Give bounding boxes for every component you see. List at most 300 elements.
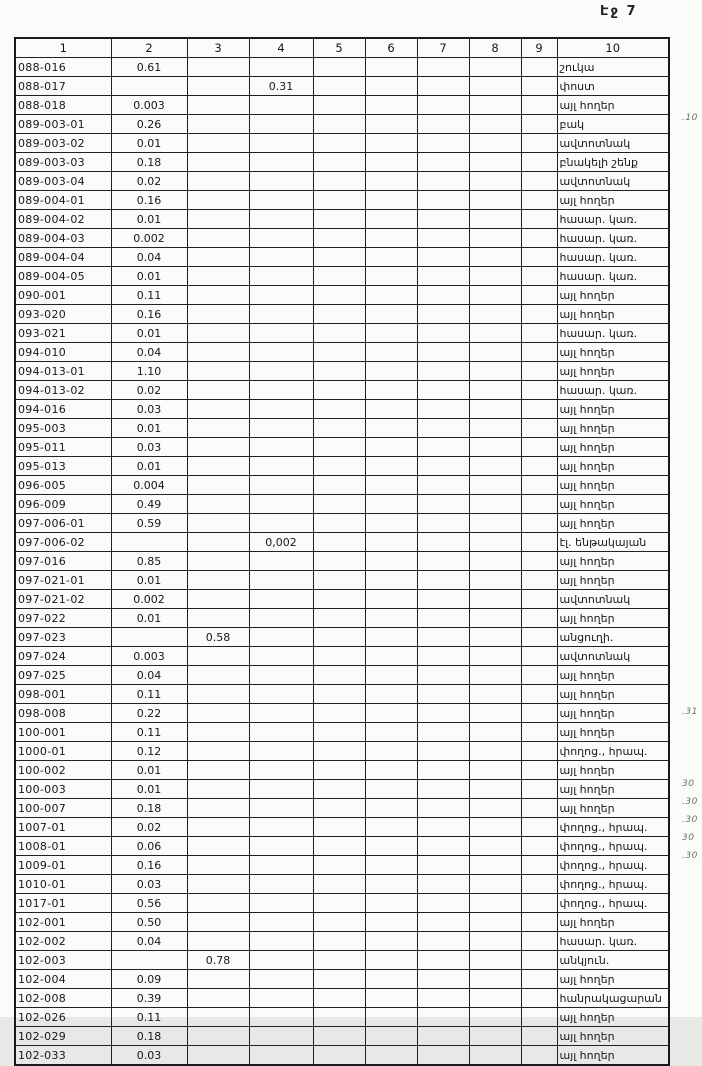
cell-land-use: այլ հողեր	[557, 761, 669, 780]
cell-area-col2: 0.01	[111, 210, 187, 229]
cell-col7	[417, 77, 469, 96]
cell-col7	[417, 438, 469, 457]
cell-col7	[417, 685, 469, 704]
cell-col8	[469, 514, 521, 533]
cell-parcel-code: 102-001	[15, 913, 111, 932]
cell-area-col3	[187, 1027, 249, 1046]
cell-area-col3	[187, 362, 249, 381]
cell-col5	[313, 514, 365, 533]
cell-col9	[521, 495, 557, 514]
cell-area-col4	[249, 951, 313, 970]
cell-area-col4	[249, 172, 313, 191]
cell-area-col2: 0.002	[111, 229, 187, 248]
cell-area-col2: 0.02	[111, 381, 187, 400]
cell-col9	[521, 172, 557, 191]
cell-col7	[417, 153, 469, 172]
cell-land-use: ավտոտնակ	[557, 647, 669, 666]
cell-col8	[469, 875, 521, 894]
cell-area-col2: 0.04	[111, 932, 187, 951]
cell-col8	[469, 970, 521, 989]
cell-col8	[469, 96, 521, 115]
cell-col7	[417, 400, 469, 419]
cell-area-col2: 0.002	[111, 590, 187, 609]
cell-col8	[469, 77, 521, 96]
cell-land-use: այլ հողեր	[557, 723, 669, 742]
table-row	[15, 533, 669, 552]
cell-land-use: այլ հողեր	[557, 780, 669, 799]
cell-col5	[313, 96, 365, 115]
cell-col8	[469, 153, 521, 172]
cell-col8	[469, 1027, 521, 1046]
cell-parcel-code: 1007-01	[15, 818, 111, 837]
cell-parcel-code: 102-029	[15, 1027, 111, 1046]
cell-area-col4	[249, 419, 313, 438]
cell-col7	[417, 951, 469, 970]
cell-col5	[313, 362, 365, 381]
cell-land-use: շուկա	[557, 58, 669, 77]
cell-col8	[469, 400, 521, 419]
cell-area-col2: 0.01	[111, 267, 187, 286]
cell-area-col3	[187, 305, 249, 324]
cell-col9	[521, 514, 557, 533]
cell-col9	[521, 267, 557, 286]
cell-col6	[365, 267, 417, 286]
cell-area-col4	[249, 628, 313, 647]
table-row	[15, 419, 669, 438]
column-header: 2	[111, 38, 187, 58]
table-row	[15, 590, 669, 609]
cell-col5	[313, 134, 365, 153]
cell-parcel-code: 088-016	[15, 58, 111, 77]
table-row	[15, 647, 669, 666]
cell-parcel-code: 089-004-02	[15, 210, 111, 229]
cell-col6	[365, 115, 417, 134]
cell-area-col3	[187, 419, 249, 438]
cell-area-col3	[187, 286, 249, 305]
pencil-margin-note: .30	[682, 797, 698, 807]
cell-area-col3	[187, 172, 249, 191]
cell-col6	[365, 514, 417, 533]
cell-col6	[365, 457, 417, 476]
cell-land-use: հասար. կառ.	[557, 248, 669, 267]
cell-col7	[417, 1027, 469, 1046]
cell-parcel-code: 097-025	[15, 666, 111, 685]
cell-area-col2: 0.01	[111, 419, 187, 438]
cell-parcel-code: 095-003	[15, 419, 111, 438]
cell-area-col4	[249, 324, 313, 343]
cell-col5	[313, 780, 365, 799]
cell-area-col3	[187, 77, 249, 96]
table-row	[15, 1008, 669, 1027]
cell-area-col4	[249, 723, 313, 742]
cell-parcel-code: 102-026	[15, 1008, 111, 1027]
cell-area-col3	[187, 799, 249, 818]
cell-area-col4	[249, 932, 313, 951]
cell-col9	[521, 590, 557, 609]
cell-col6	[365, 571, 417, 590]
cell-col8	[469, 533, 521, 552]
table-row	[15, 381, 669, 400]
cell-area-col3	[187, 552, 249, 571]
cell-col8	[469, 932, 521, 951]
table-row	[15, 837, 669, 856]
table-row	[15, 1027, 669, 1046]
cell-land-use: հանրակացարան	[557, 989, 669, 1008]
pencil-margin-note: .30	[682, 815, 698, 825]
cell-parcel-code: 093-020	[15, 305, 111, 324]
cell-parcel-code: 097-024	[15, 647, 111, 666]
cell-col9	[521, 818, 557, 837]
cell-land-use: այլ հողեր	[557, 305, 669, 324]
cell-area-col2: 0.12	[111, 742, 187, 761]
cell-col6	[365, 58, 417, 77]
cell-col9	[521, 837, 557, 856]
cell-area-col3	[187, 875, 249, 894]
cell-area-col3	[187, 761, 249, 780]
cell-col5	[313, 590, 365, 609]
cell-col5	[313, 267, 365, 286]
cell-col5	[313, 77, 365, 96]
cell-col9	[521, 951, 557, 970]
cell-parcel-code: 095-011	[15, 438, 111, 457]
cell-col7	[417, 647, 469, 666]
cell-col5	[313, 115, 365, 134]
cell-col9	[521, 153, 557, 172]
cell-col8	[469, 628, 521, 647]
cell-col7	[417, 286, 469, 305]
table-row	[15, 324, 669, 343]
cell-area-col2: 0.09	[111, 970, 187, 989]
cell-col6	[365, 951, 417, 970]
cell-col8	[469, 476, 521, 495]
cell-col9	[521, 343, 557, 362]
cell-col8	[469, 856, 521, 875]
cell-area-col4	[249, 875, 313, 894]
cell-col6	[365, 134, 417, 153]
cell-col8	[469, 305, 521, 324]
cell-land-use: այլ հողեր	[557, 571, 669, 590]
cell-col9	[521, 989, 557, 1008]
cell-col8	[469, 229, 521, 248]
cell-parcel-code: 100-007	[15, 799, 111, 818]
table-row	[15, 628, 669, 647]
pencil-margin-note: 30	[682, 779, 695, 789]
cell-col5	[313, 628, 365, 647]
cell-parcel-code: 094-016	[15, 400, 111, 419]
cell-area-col3	[187, 476, 249, 495]
parcel-table	[14, 37, 670, 1066]
page-number-label: Էջ 7	[600, 4, 638, 19]
cell-col8	[469, 115, 521, 134]
cell-col8	[469, 381, 521, 400]
cell-area-col2: 0.01	[111, 324, 187, 343]
cell-area-col4	[249, 761, 313, 780]
column-header: 4	[249, 38, 313, 58]
cell-land-use: այլ հողեր	[557, 609, 669, 628]
cell-col5	[313, 153, 365, 172]
pencil-margin-note: .31	[682, 707, 698, 717]
cell-area-col2: 0.16	[111, 856, 187, 875]
cell-col8	[469, 495, 521, 514]
cell-col9	[521, 305, 557, 324]
table-row	[15, 799, 669, 818]
cell-col5	[313, 609, 365, 628]
cell-col6	[365, 77, 417, 96]
cell-col9	[521, 609, 557, 628]
cell-col6	[365, 495, 417, 514]
cell-col9	[521, 1027, 557, 1046]
table-row	[15, 58, 669, 77]
cell-area-col2: 0.85	[111, 552, 187, 571]
pencil-margin-note: .30	[682, 851, 698, 861]
cell-col5	[313, 837, 365, 856]
cell-area-col3	[187, 324, 249, 343]
cell-land-use: այլ հողեր	[557, 552, 669, 571]
cell-col8	[469, 248, 521, 267]
cell-land-use: այլ հողեր	[557, 514, 669, 533]
cell-area-col2: 0.16	[111, 191, 187, 210]
cell-col6	[365, 533, 417, 552]
cell-col5	[313, 343, 365, 362]
cell-col6	[365, 647, 417, 666]
cell-area-col3	[187, 438, 249, 457]
cell-col8	[469, 837, 521, 856]
cell-col7	[417, 134, 469, 153]
cell-col7	[417, 1046, 469, 1066]
cell-col9	[521, 419, 557, 438]
cell-col5	[313, 723, 365, 742]
cell-area-col3: 0.58	[187, 628, 249, 647]
table-row	[15, 989, 669, 1008]
cell-area-col3	[187, 210, 249, 229]
cell-land-use: այլ հողեր	[557, 96, 669, 115]
cell-area-col4	[249, 495, 313, 514]
cell-col5	[313, 989, 365, 1008]
cell-col7	[417, 1008, 469, 1027]
cell-col8	[469, 457, 521, 476]
cell-area-col2: 0.22	[111, 704, 187, 723]
cell-col8	[469, 362, 521, 381]
cell-col5	[313, 1027, 365, 1046]
cell-col6	[365, 229, 417, 248]
table-row	[15, 932, 669, 951]
cell-col6	[365, 476, 417, 495]
cell-col9	[521, 210, 557, 229]
cell-land-use: փողոց., հրապ.	[557, 894, 669, 913]
cell-col9	[521, 229, 557, 248]
cell-col9	[521, 742, 557, 761]
table-row	[15, 723, 669, 742]
cell-col5	[313, 400, 365, 419]
cell-land-use: անկյուն.	[557, 951, 669, 970]
table-row	[15, 856, 669, 875]
cell-area-col4	[249, 913, 313, 932]
cell-parcel-code: 097-022	[15, 609, 111, 628]
cell-col8	[469, 742, 521, 761]
cell-area-col4	[249, 970, 313, 989]
cell-col5	[313, 970, 365, 989]
cell-area-col4	[249, 989, 313, 1008]
cell-col7	[417, 419, 469, 438]
cell-area-col3	[187, 229, 249, 248]
cell-land-use: փողոց., հրապ.	[557, 875, 669, 894]
cell-col7	[417, 96, 469, 115]
column-header: 9	[521, 38, 557, 58]
cell-col7	[417, 495, 469, 514]
cell-col7	[417, 58, 469, 77]
cell-area-col2: 0.01	[111, 761, 187, 780]
cell-parcel-code: 102-008	[15, 989, 111, 1008]
column-header: 10	[557, 38, 669, 58]
cell-area-col2: 0.11	[111, 286, 187, 305]
cell-parcel-code: 102-003	[15, 951, 111, 970]
column-header: 8	[469, 38, 521, 58]
cell-area-col3	[187, 248, 249, 267]
cell-col8	[469, 172, 521, 191]
cell-col7	[417, 343, 469, 362]
cell-col5	[313, 476, 365, 495]
cell-col6	[365, 286, 417, 305]
cell-col8	[469, 761, 521, 780]
cell-area-col2: 0.11	[111, 1008, 187, 1027]
cell-col8	[469, 647, 521, 666]
cell-area-col2: 0.18	[111, 153, 187, 172]
cell-col7	[417, 742, 469, 761]
cell-col9	[521, 799, 557, 818]
cell-col9	[521, 533, 557, 552]
cell-area-col3	[187, 590, 249, 609]
cell-col8	[469, 324, 521, 343]
cell-col7	[417, 837, 469, 856]
cell-col8	[469, 267, 521, 286]
cell-area-col2: 0.49	[111, 495, 187, 514]
cell-col9	[521, 647, 557, 666]
cell-area-col2: 0.50	[111, 913, 187, 932]
cell-col5	[313, 913, 365, 932]
cell-area-col3	[187, 704, 249, 723]
table-row	[15, 77, 669, 96]
cell-col6	[365, 666, 417, 685]
cell-land-use: այլ հողեր	[557, 666, 669, 685]
cell-col7	[417, 533, 469, 552]
cell-area-col2: 0.11	[111, 723, 187, 742]
cell-col9	[521, 77, 557, 96]
cell-col6	[365, 419, 417, 438]
cell-parcel-code: 1009-01	[15, 856, 111, 875]
cell-col8	[469, 799, 521, 818]
cell-area-col2: 0.003	[111, 647, 187, 666]
cell-parcel-code: 097-023	[15, 628, 111, 647]
cell-col6	[365, 343, 417, 362]
cell-col7	[417, 723, 469, 742]
cell-col7	[417, 590, 469, 609]
cell-area-col4	[249, 305, 313, 324]
cell-parcel-code: 088-018	[15, 96, 111, 115]
cell-col7	[417, 704, 469, 723]
cell-col5	[313, 172, 365, 191]
cell-col6	[365, 153, 417, 172]
cell-area-col4	[249, 609, 313, 628]
cell-col8	[469, 1008, 521, 1027]
cell-col6	[365, 191, 417, 210]
cell-col8	[469, 191, 521, 210]
cell-col8	[469, 780, 521, 799]
cell-parcel-code: 093-021	[15, 324, 111, 343]
cell-col5	[313, 647, 365, 666]
cell-col9	[521, 894, 557, 913]
cell-col8	[469, 419, 521, 438]
cell-col9	[521, 381, 557, 400]
cell-area-col3	[187, 894, 249, 913]
cell-col5	[313, 685, 365, 704]
cell-area-col3	[187, 134, 249, 153]
cell-area-col2: 0.01	[111, 134, 187, 153]
cell-land-use: այլ հողեր	[557, 457, 669, 476]
cell-col7	[417, 894, 469, 913]
cell-parcel-code: 102-002	[15, 932, 111, 951]
cell-col9	[521, 191, 557, 210]
cell-area-col2: 0.39	[111, 989, 187, 1008]
table-row	[15, 172, 669, 191]
table-header-row	[15, 38, 669, 58]
cell-area-col4	[249, 210, 313, 229]
cell-col6	[365, 704, 417, 723]
cell-col6	[365, 172, 417, 191]
cell-area-col3	[187, 723, 249, 742]
cell-land-use: այլ հողեր	[557, 704, 669, 723]
cell-area-col3	[187, 58, 249, 77]
cell-area-col4	[249, 457, 313, 476]
cell-col9	[521, 362, 557, 381]
table-row	[15, 267, 669, 286]
cell-col9	[521, 438, 557, 457]
cell-col6	[365, 989, 417, 1008]
table-row	[15, 514, 669, 533]
cell-parcel-code: 088-017	[15, 77, 111, 96]
cell-col7	[417, 381, 469, 400]
cell-area-col2: 0.06	[111, 837, 187, 856]
cell-land-use: փողոց., հրապ.	[557, 742, 669, 761]
cell-land-use: հասար. կառ.	[557, 210, 669, 229]
cell-col6	[365, 438, 417, 457]
cell-col5	[313, 571, 365, 590]
table-row	[15, 894, 669, 913]
cell-col5	[313, 191, 365, 210]
cell-col5	[313, 305, 365, 324]
cell-area-col3	[187, 970, 249, 989]
cell-area-col3	[187, 647, 249, 666]
cell-col5	[313, 1008, 365, 1027]
cell-area-col3	[187, 1046, 249, 1066]
cell-land-use: այլ հողեր	[557, 343, 669, 362]
cell-parcel-code: 095-013	[15, 457, 111, 476]
cell-col9	[521, 552, 557, 571]
cell-land-use: փողոց., հրապ.	[557, 818, 669, 837]
cell-col5	[313, 286, 365, 305]
table-row	[15, 970, 669, 989]
cell-area-col2: 0.004	[111, 476, 187, 495]
table-row	[15, 476, 669, 495]
cell-col5	[313, 818, 365, 837]
pencil-margin-note: .10	[682, 113, 698, 123]
cell-parcel-code: 094-010	[15, 343, 111, 362]
cell-col7	[417, 172, 469, 191]
cell-area-col2: 0.59	[111, 514, 187, 533]
cell-land-use: հասար. կառ.	[557, 267, 669, 286]
cell-col5	[313, 1046, 365, 1066]
table-row	[15, 400, 669, 419]
cell-col9	[521, 1046, 557, 1066]
